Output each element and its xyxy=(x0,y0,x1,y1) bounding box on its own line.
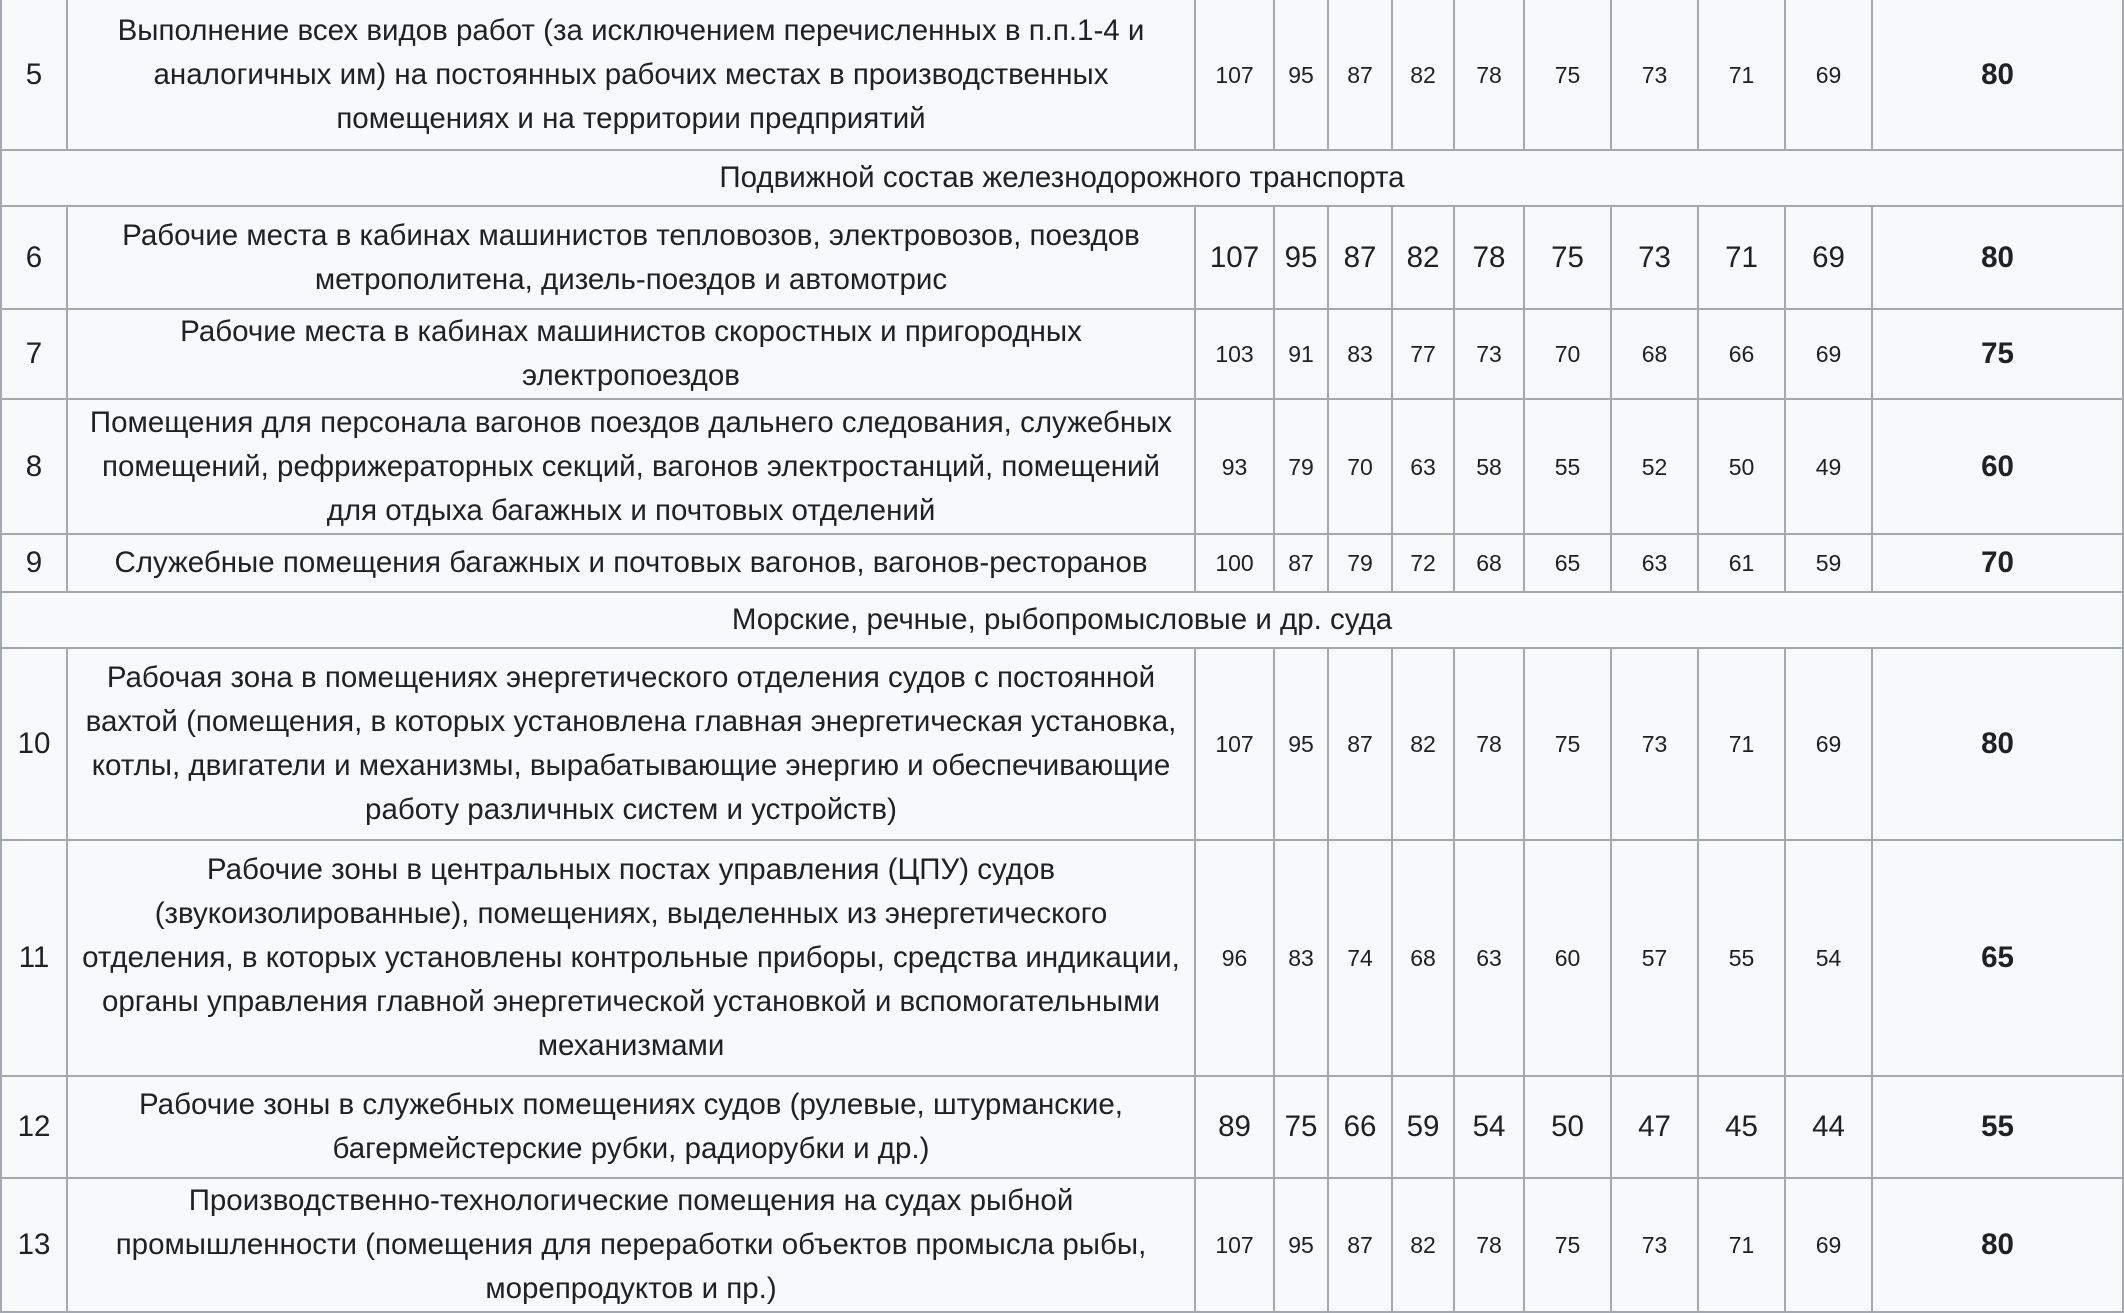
level-value: 71 xyxy=(1698,648,1785,840)
level-value: 54 xyxy=(1785,840,1872,1076)
workplace-description: Рабочие места в кабинах машинистов тепловозов, электровозов, поездов метрополитена, дизель-поездов и автомотрис xyxy=(67,206,1195,309)
level-value: 107 xyxy=(1195,206,1274,309)
workplace-description: Выполнение всех видов работ (за исключением перечисленных в п.п.1-4 и аналогичных им) на постоянных рабочих местах в производственных помещениях и на территории предприятий xyxy=(67,0,1195,150)
equivalent-level: 80 xyxy=(1872,648,2123,840)
level-value: 96 xyxy=(1195,840,1274,1076)
row-number: 13 xyxy=(1,1178,67,1312)
level-value: 78 xyxy=(1454,0,1524,150)
table-row xyxy=(1,840,2123,1076)
row-number: 10 xyxy=(1,648,67,840)
level-value: 66 xyxy=(1698,309,1785,399)
equivalent-level: 80 xyxy=(1872,0,2123,150)
level-value: 69 xyxy=(1785,206,1872,309)
level-value: 68 xyxy=(1392,840,1454,1076)
level-value: 82 xyxy=(1392,0,1454,150)
level-value: 95 xyxy=(1274,648,1328,840)
level-value: 87 xyxy=(1328,648,1392,840)
level-value: 83 xyxy=(1274,840,1328,1076)
level-value: 77 xyxy=(1392,309,1454,399)
level-value: 107 xyxy=(1195,1178,1274,1312)
workplace-description: Служебные помещения багажных и почтовых вагонов, вагонов-ресторанов xyxy=(67,534,1195,592)
level-value: 91 xyxy=(1274,309,1328,399)
equivalent-level: 65 xyxy=(1872,840,2123,1076)
level-value: 55 xyxy=(1698,840,1785,1076)
level-value: 70 xyxy=(1524,309,1611,399)
level-value: 60 xyxy=(1524,840,1611,1076)
level-value: 59 xyxy=(1785,534,1872,592)
level-value: 82 xyxy=(1392,1178,1454,1312)
level-value: 103 xyxy=(1195,309,1274,399)
workplace-description: Рабочие зоны в центральных постах управления (ЦПУ) судов (звукоизолированные), помещениях, выделенных из энергетического отделения, в которых установлены контрольные приборы, средства индикации, органы управления главной энергетической установкой и вспомогательными механизмами xyxy=(67,840,1195,1076)
level-value: 54 xyxy=(1454,1076,1524,1178)
level-value: 100 xyxy=(1195,534,1274,592)
level-value: 87 xyxy=(1274,534,1328,592)
table-row xyxy=(1,206,2123,309)
equivalent-level: 60 xyxy=(1872,399,2123,534)
level-value: 82 xyxy=(1392,648,1454,840)
level-value: 78 xyxy=(1454,1178,1524,1312)
level-value: 65 xyxy=(1524,534,1611,592)
level-value: 75 xyxy=(1524,0,1611,150)
level-value: 50 xyxy=(1698,399,1785,534)
level-value: 82 xyxy=(1392,206,1454,309)
level-value: 83 xyxy=(1328,309,1392,399)
level-value: 75 xyxy=(1274,1076,1328,1178)
level-value: 107 xyxy=(1195,0,1274,150)
row-number: 9 xyxy=(1,534,67,592)
level-value: 66 xyxy=(1328,1076,1392,1178)
level-value: 78 xyxy=(1454,648,1524,840)
workplace-description: Рабочие места в кабинах машинистов скоростных и пригородных электропоездов xyxy=(67,309,1195,399)
level-value: 45 xyxy=(1698,1076,1785,1178)
row-number: 7 xyxy=(1,309,67,399)
row-number: 8 xyxy=(1,399,67,534)
table-row xyxy=(1,0,2123,150)
level-value: 73 xyxy=(1454,309,1524,399)
level-value: 75 xyxy=(1524,648,1611,840)
section-title: Морские, речные, рыбопромысловые и др. суда xyxy=(1,592,2123,648)
level-value: 69 xyxy=(1785,1178,1872,1312)
equivalent-level: 80 xyxy=(1872,1178,2123,1312)
equivalent-level: 55 xyxy=(1872,1076,2123,1178)
table-row xyxy=(1,534,2123,592)
level-value: 87 xyxy=(1328,206,1392,309)
table-row xyxy=(1,309,2123,399)
table-row xyxy=(1,648,2123,840)
level-value: 95 xyxy=(1274,1178,1328,1312)
level-value: 69 xyxy=(1785,648,1872,840)
equivalent-level: 70 xyxy=(1872,534,2123,592)
level-value: 69 xyxy=(1785,0,1872,150)
level-value: 75 xyxy=(1524,206,1611,309)
level-value: 71 xyxy=(1698,1178,1785,1312)
level-value: 87 xyxy=(1328,1178,1392,1312)
level-value: 87 xyxy=(1328,0,1392,150)
level-value: 69 xyxy=(1785,309,1872,399)
level-value: 93 xyxy=(1195,399,1274,534)
level-value: 58 xyxy=(1454,399,1524,534)
table-row xyxy=(1,1076,2123,1178)
level-value: 73 xyxy=(1611,0,1698,150)
level-value: 52 xyxy=(1611,399,1698,534)
level-value: 95 xyxy=(1274,0,1328,150)
equivalent-level: 75 xyxy=(1872,309,2123,399)
row-number: 5 xyxy=(1,0,67,150)
level-value: 79 xyxy=(1328,534,1392,592)
workplace-description: Производственно-технологические помещения на судах рыбной промышленности (помещения для переработки объектов промысла рыбы, морепродуктов и пр.) xyxy=(67,1178,1195,1312)
workplace-description: Помещения для персонала вагонов поездов дальнего следования, служебных помещений, рефрижераторных секций, вагонов электростанций, помещений для отдыха багажных и почтовых отделений xyxy=(67,399,1195,534)
level-value: 57 xyxy=(1611,840,1698,1076)
level-value: 61 xyxy=(1698,534,1785,592)
level-value: 95 xyxy=(1274,206,1328,309)
level-value: 68 xyxy=(1454,534,1524,592)
section-row xyxy=(1,592,2123,648)
level-value: 73 xyxy=(1611,648,1698,840)
level-value: 74 xyxy=(1328,840,1392,1076)
level-value: 50 xyxy=(1524,1076,1611,1178)
level-value: 49 xyxy=(1785,399,1872,534)
level-value: 72 xyxy=(1392,534,1454,592)
table-row xyxy=(1,399,2123,534)
level-value: 79 xyxy=(1274,399,1328,534)
level-value: 71 xyxy=(1698,206,1785,309)
level-value: 59 xyxy=(1392,1076,1454,1178)
level-value: 78 xyxy=(1454,206,1524,309)
level-value: 73 xyxy=(1611,206,1698,309)
section-title: Подвижной состав железнодорожного транспорта xyxy=(1,150,2123,206)
workplace-description: Рабочие зоны в служебных помещениях судов (рулевые, штурманские, багермейстерские рубки, радиорубки и др.) xyxy=(67,1076,1195,1178)
table-row xyxy=(1,1178,2123,1312)
section-row xyxy=(1,150,2123,206)
level-value: 73 xyxy=(1611,1178,1698,1312)
equivalent-level: 80 xyxy=(1872,206,2123,309)
level-value: 47 xyxy=(1611,1076,1698,1178)
level-value: 75 xyxy=(1524,1178,1611,1312)
level-value: 107 xyxy=(1195,648,1274,840)
row-number: 11 xyxy=(1,840,67,1076)
level-value: 55 xyxy=(1524,399,1611,534)
level-value: 44 xyxy=(1785,1076,1872,1178)
row-number: 12 xyxy=(1,1076,67,1178)
level-value: 63 xyxy=(1611,534,1698,592)
level-value: 71 xyxy=(1698,0,1785,150)
level-value: 89 xyxy=(1195,1076,1274,1178)
row-number: 6 xyxy=(1,206,67,309)
level-value: 68 xyxy=(1611,309,1698,399)
level-value: 63 xyxy=(1392,399,1454,534)
level-value: 70 xyxy=(1328,399,1392,534)
level-value: 63 xyxy=(1454,840,1524,1076)
workplace-description: Рабочая зона в помещениях энергетического отделения судов с постоянной вахтой (помещения, в которых установлена главная энергетическая установка, котлы, двигатели и механизмы, вырабатывающие энергию и обеспечивающие работу различных систем и устройств) xyxy=(67,648,1195,840)
table-body xyxy=(1,0,2123,1312)
